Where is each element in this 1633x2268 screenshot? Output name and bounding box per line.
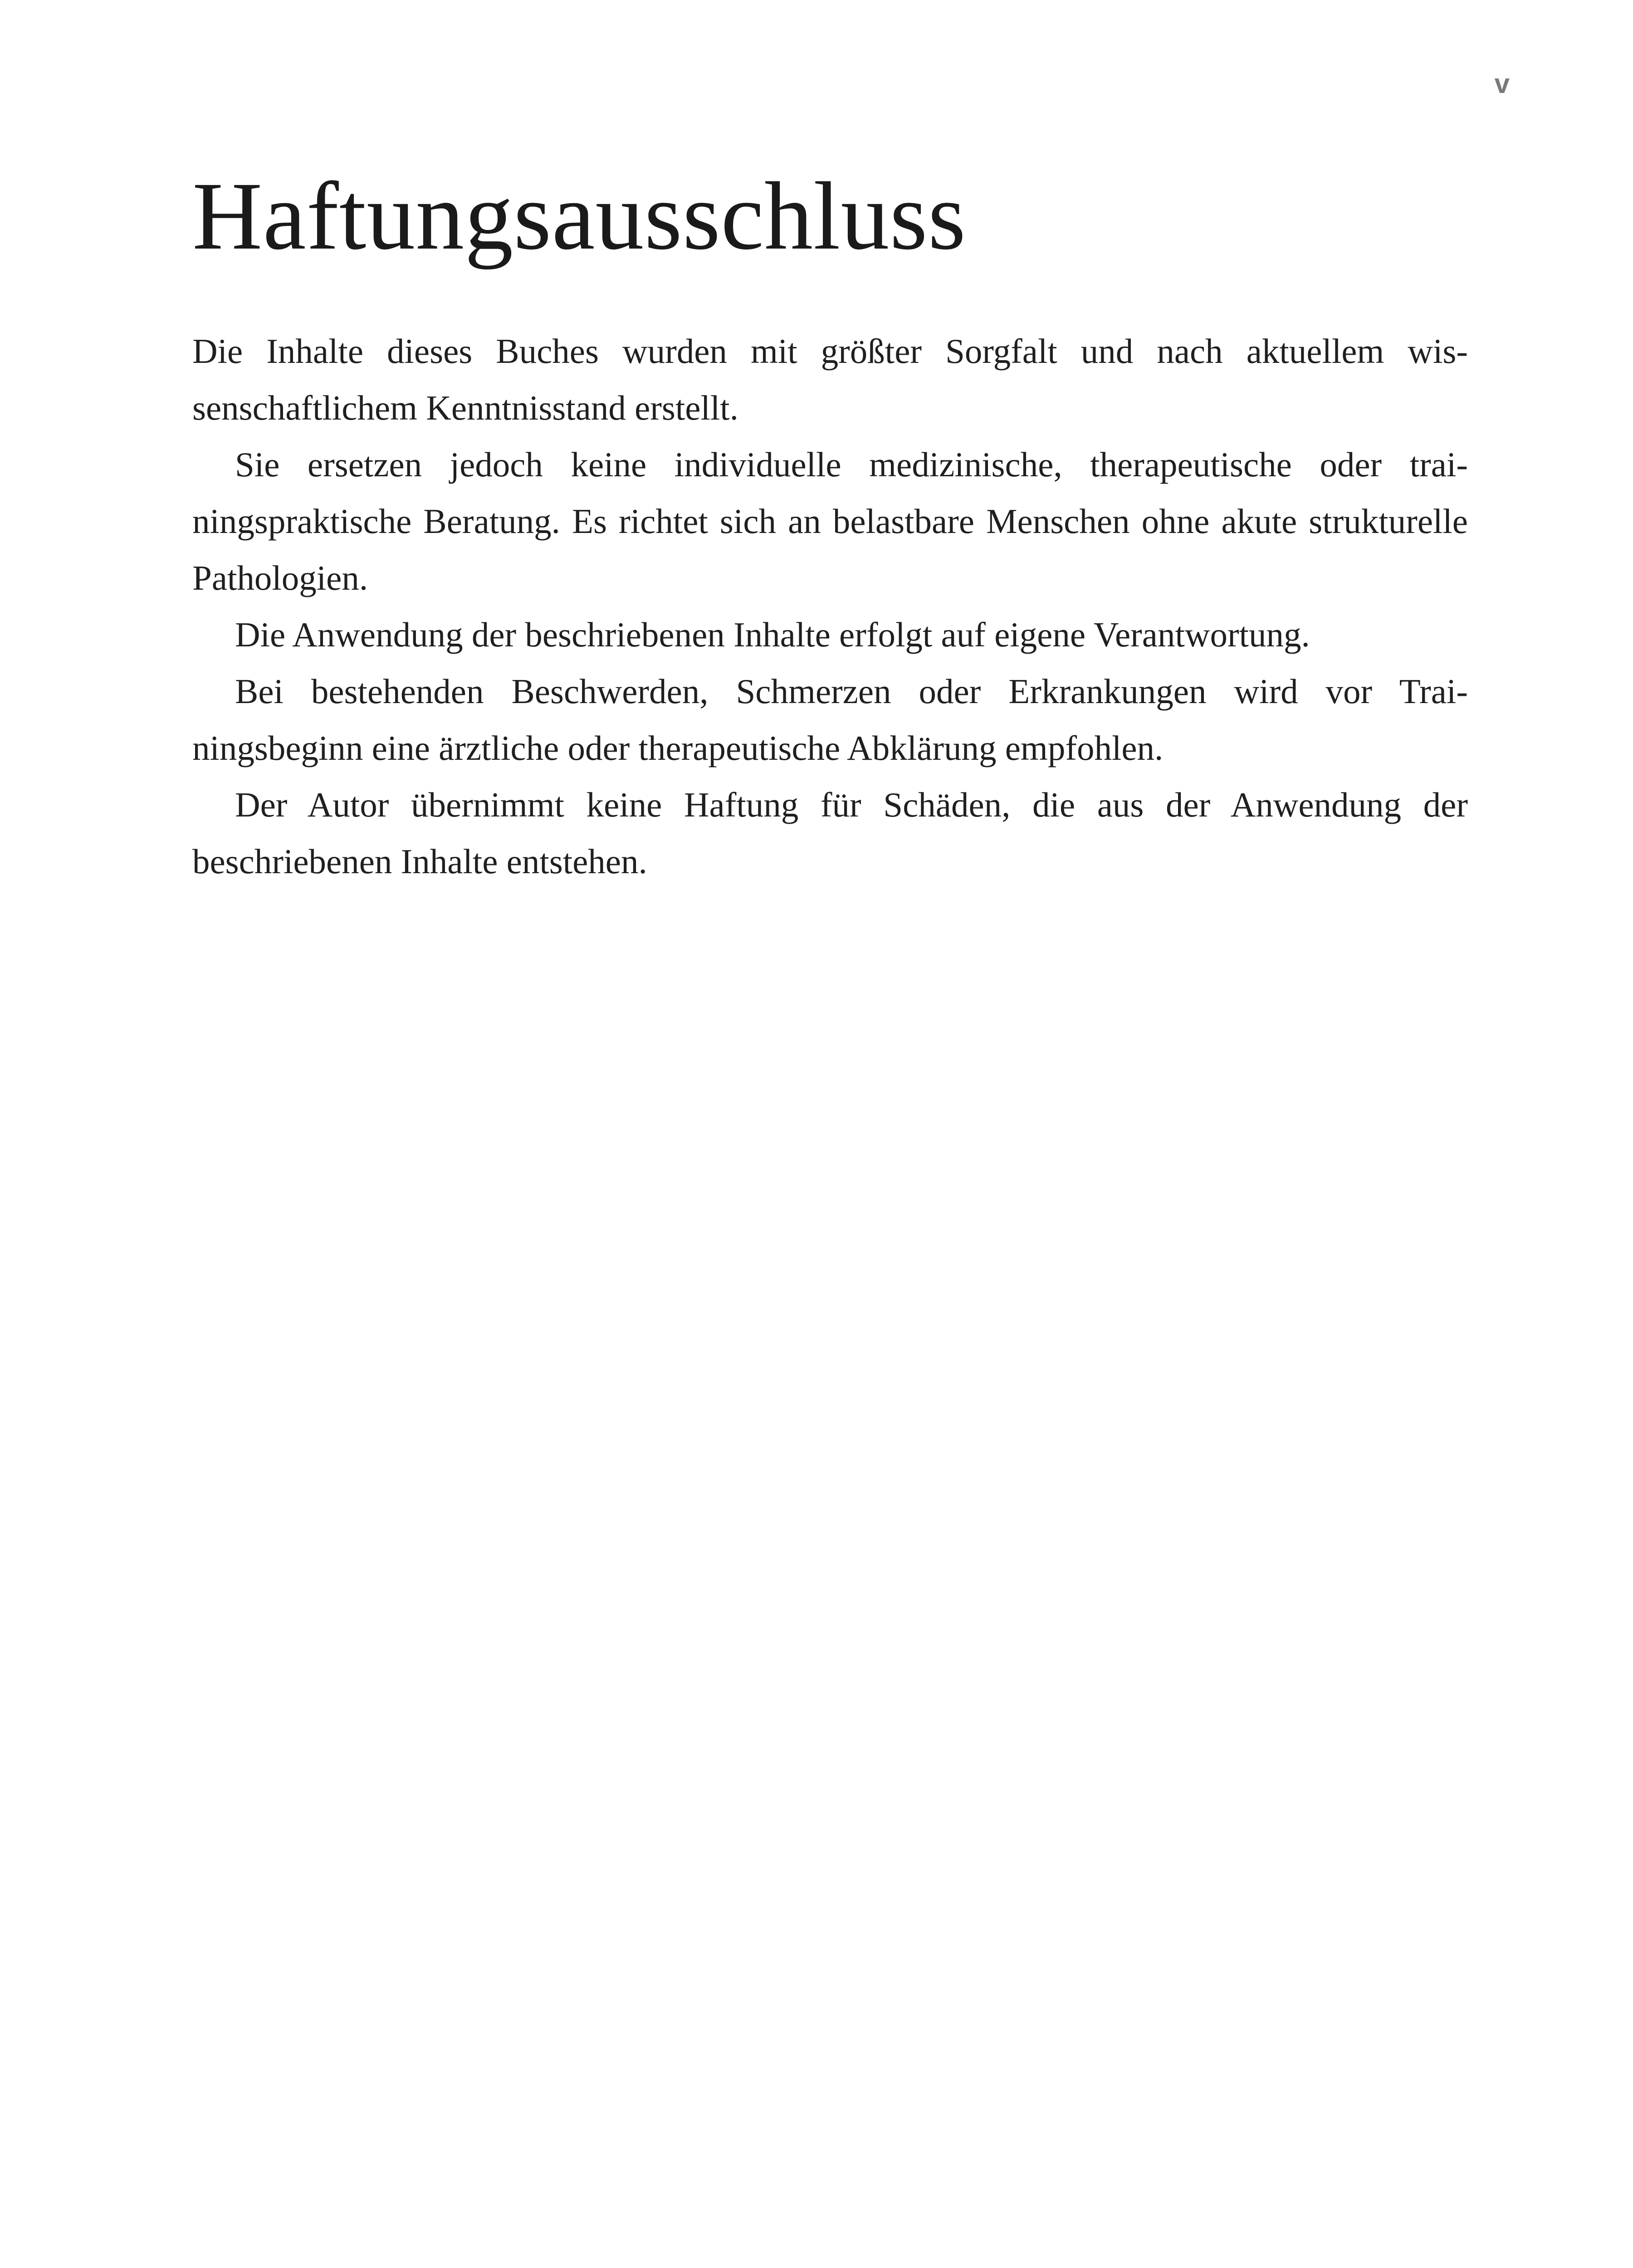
paragraph-medical-clearance: Bei bestehenden Beschwerden, Schmerzen oder Erkrankungen wird vor Trainingsbeginn eine ärztliche oder therapeutische Abklärung empfohlen. bbox=[192, 672, 1468, 767]
disclaimer-body bbox=[192, 323, 1468, 890]
page-title: Haftungsausschluss bbox=[192, 162, 967, 270]
paragraph-no-replacement: Sie ersetzen jedoch keine individuelle medizinische, therapeutische oder trainingspraktische Beratung. Es richtet sich an belastbare Menschen ohne akute strukturelle Pathologien. bbox=[192, 445, 1468, 597]
paragraph-own-responsibility: Die Anwendung der beschriebenen Inhalte erfolgt auf eigene Verantwortung. bbox=[235, 615, 1310, 654]
paragraph-intro: Die Inhalte dieses Buches wurden mit größter Sorgfalt und nach aktuellem wissenschaftlichem Kenntnisstand erstellt. bbox=[192, 332, 1468, 427]
paragraph-liability: Der Autor übernimmt keine Haftung für Schäden, die aus der Anwendung der beschriebenen Inhalte entstehen. bbox=[192, 785, 1468, 881]
page-number: v bbox=[1494, 68, 1511, 99]
